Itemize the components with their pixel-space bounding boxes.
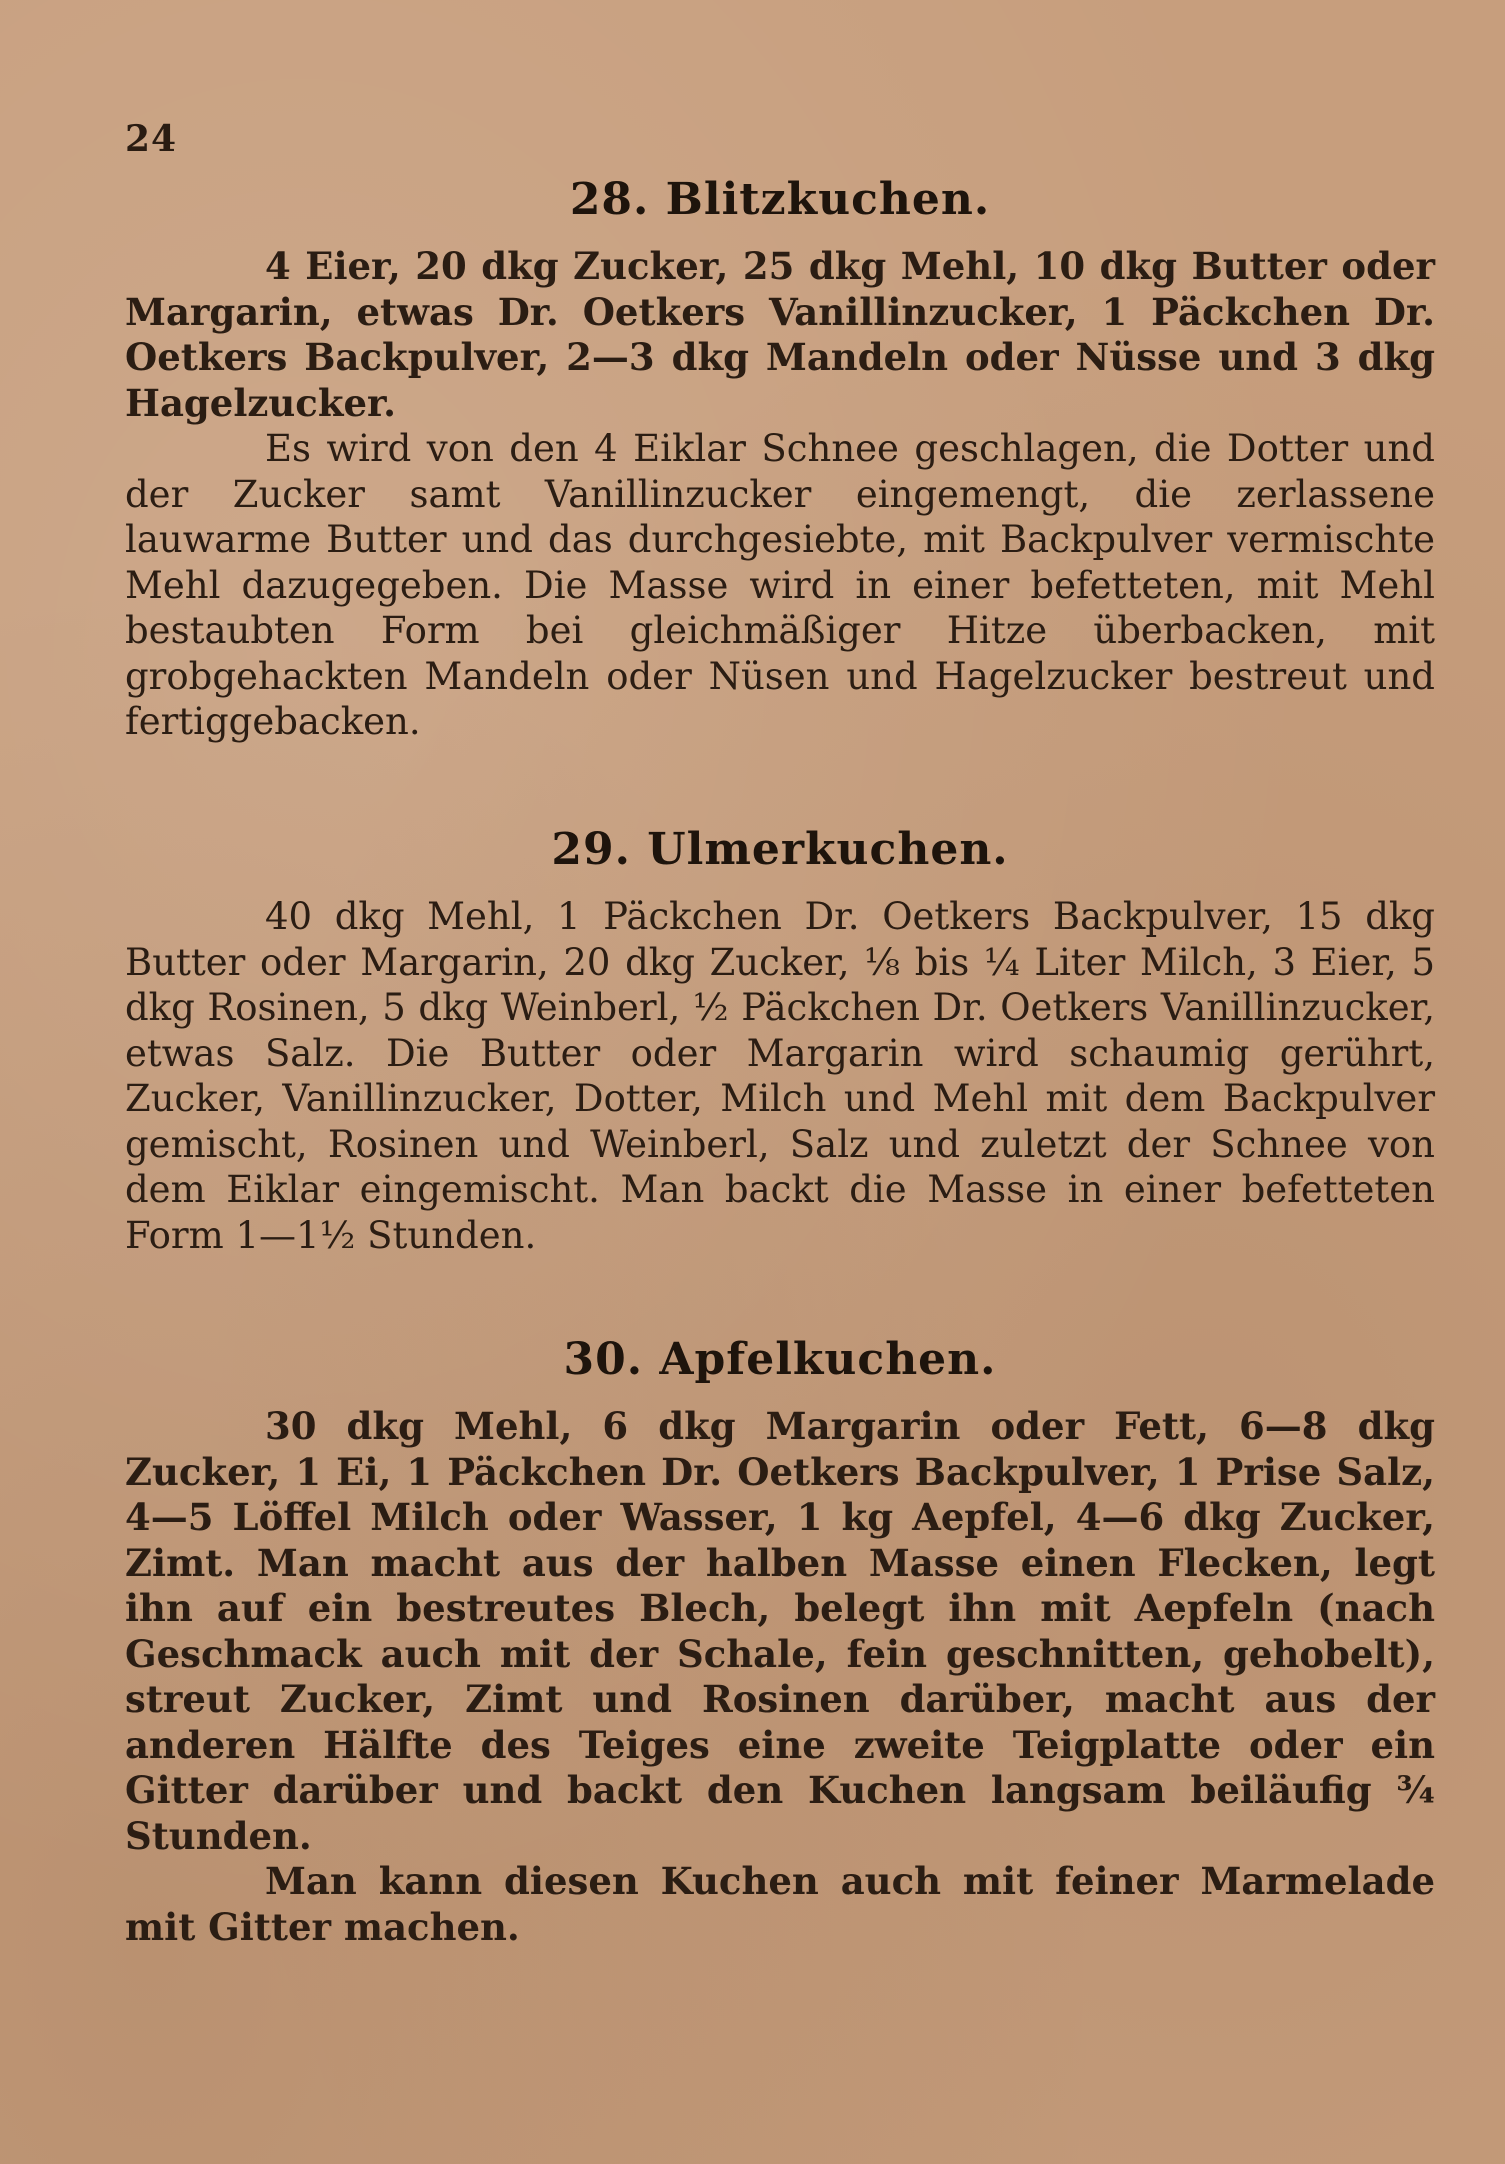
recipe-paragraph: 40 dkg Mehl, 1 Päckchen Dr. Oetkers Backpulver, 15 dkg Butter oder Margarin, 20 dkg Zucker, ⅛ bis ¼ Liter Milch, 3 Eier, 5 dkg Rosinen, 5 dkg Weinberl, ½ Päckchen Dr. Oetkers Vanillinzucker, etwas Salz. Die Butter oder Margarin wird schaumig gerührt, Zucker, Vanillinzucker, Dotter, Milch und Mehl mit dem Backpulver gemischt, Rosinen und Weinberl, Salz und zuletzt der Schnee von dem Eiklar eingemischt. Man backt die Masse in einer befetteten Form 1—1½ Stunden. (125, 895, 1435, 1257)
recipe-paragraph: 30 dkg Mehl, 6 dkg Margarin oder Fett, 6—8 dkg Zucker, 1 Ei, 1 Päckchen Dr. Oetkers Backpulver, 1 Prise Salz, 4—5 Löffel Milch oder Wasser, 1 kg Aepfel, 4—6 dkg Zucker, Zimt. Man macht aus der halben Masse einen Flecken, legt ihn auf ein bestreutes Blech, belegt ihn mit Aepfeln (nach Geschmack auch mit der Schale, fein geschnitten, gehobelt), streut Zucker, Zimt und Rosinen darüber, macht aus der anderen Hälfte des Teiges eine zweite Teigplatte oder ein Gitter darüber und backt den Kuchen langsam beiläufig ¾ Stunden. (125, 1404, 1435, 1858)
recipe-body (125, 1404, 1435, 1950)
recipe-title: 29. Ulmerkuchen. (551, 824, 1009, 875)
recipe-ulmerkuchen (125, 820, 1435, 1258)
page-number: 24 (125, 118, 178, 160)
recipe-apfelkuchen (125, 1330, 1435, 1950)
instructions-paragraph: Es wird von den 4 Eiklar Schnee geschlagen, die Dotter und der Zucker samt Vanillinzucker eingemengt, die zerlassene lauwarme Butter und das durchgesiebte, mit Backpulver vermischte Mehl dazugegeben. Die Masse wird in einer befetteten, mit Mehl bestaubten Form bei gleichmäßiger Hitze überbacken, mit grobgehackten Mandeln oder Nüsen und Hagelzucker bestreut und fertiggebacken. (125, 427, 1435, 743)
ingredients-paragraph: 4 Eier, 20 dkg Zucker, 25 dkg Mehl, 10 dkg Butter oder Margarin, etwas Dr. Oetkers Vanillinzucker, 1 Päckchen Dr. Oetkers Backpulver, 2—3 dkg Mandeln oder Nüsse und 3 dkg Hagelzucker. (125, 244, 1435, 425)
note-paragraph: Man kann diesen Kuchen auch mit feiner Marmelade mit Gitter machen. (125, 1859, 1435, 1949)
recipe-title: 28. Blitzkuchen. (569, 174, 991, 225)
recipe-blitzkuchen (125, 170, 1435, 745)
recipe-title: 30. Apfelkuchen. (563, 1334, 997, 1385)
book-page (125, 118, 1435, 2118)
recipe-body (125, 244, 1435, 745)
recipe-body (125, 894, 1435, 1258)
